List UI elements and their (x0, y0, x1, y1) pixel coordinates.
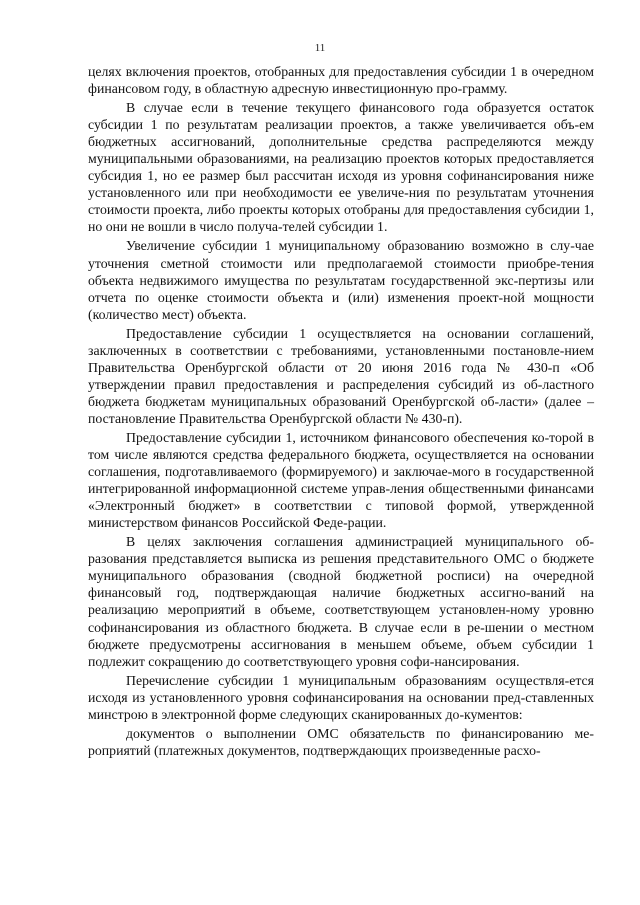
paragraph-documents-list-item: документов о выполнении ОМС обязательств по финансированию ме-роприятий (платежных документов, подтверждающих произведенные расхо- (88, 725, 594, 758)
paragraph-federal-funding: Предоставление субсидии 1, источником финансового обеспечения ко-торой в том числе являются средства федерального бюджета, осуществляется на основании соглашения, подготавливаемого (формируемого) и заключае-мого в государственной интегрированной информационной системе управ-ления общественными финансами «Электронный бюджет» в соответствии с типовой формой, утвержденной министерством финансов Российской Феде-рации. (88, 429, 594, 531)
paragraph-continuation: целях включения проектов, отобранных для предоставления субсидии 1 в очередном финансовом году, в областную адресную инвестиционную про-грамму. (88, 64, 594, 97)
page-number: 11 (314, 42, 326, 54)
document-body (88, 63, 594, 759)
paragraph-subsidy-increase: Увеличение субсидии 1 муниципальному образованию возможно в слу-чае уточнения сметной стоимости или предполагаемой стоимости приобре-тения объекта недвижимого имущества по результатам государственной экс-пертизы или отчета по оценке стоимости объекта и (или) изменения проект-ной мощности (количество мест) объекта. (88, 238, 594, 322)
paragraph-agreement-documents: В целях заключения соглашения администрацией муниципального об-разования представляется выписка из решения представительного ОМС о бюджете муниципального образования (сводной бюджетной росписи) на очередной финансовый год, подтверждающая наличие бюджетных ассигно-ваний на реализацию мероприятий в объеме, соответствующем установлен-ному уровню софинансирования из областного бюджета. В случае если в ре-шении о местном бюджете предусмотрены ассигнования в меньшем объеме, объем субсидии 1 подлежит сокращению до соответствующего уровня софи-нансирования. (88, 534, 594, 669)
paragraph-agreement-basis: Предоставление субсидии 1 осуществляется на основании соглашений, заключенных в соответствии с требованиями, установленными постановле-нием Правительства Оренбургской области от 20 июня 2016 года № 430-п «Об утверждении правил предоставления и распределения субсидий из об-ластного бюджета бюджетам муниципальных образований Оренбургской об-ласти» (далее – постановление Правительства Оренбургской области № 430-п). (88, 325, 594, 426)
paragraph-transfer-conditions: Перечисление субсидии 1 муниципальным образованиям осуществля-ется исходя из установленного уровня софинансирования на основании пред-ставленных минстрою в электронной форме следующих сканированных до-кументов: (88, 672, 594, 722)
paragraph-subsidy-remainder: В случае если в течение текущего финансового года образуется остаток субсидии 1 по результатам реализации проектов, а также увеличивается объ-ем бюджетных ассигнований, дополнительные средства распределяются между муниципальными образованиями, на реализацию проектов которых предоставляется субсидия 1, но ее размер был рассчитан исходя из уровня софинансирования ниже установленного или при необходимости ее увеличе-ния по результатам уточнения стоимости проекта, либо проекты которых отобраны для предоставления субсидии 1, но они не вошли в число получа-телей субсидии 1. (88, 100, 594, 235)
